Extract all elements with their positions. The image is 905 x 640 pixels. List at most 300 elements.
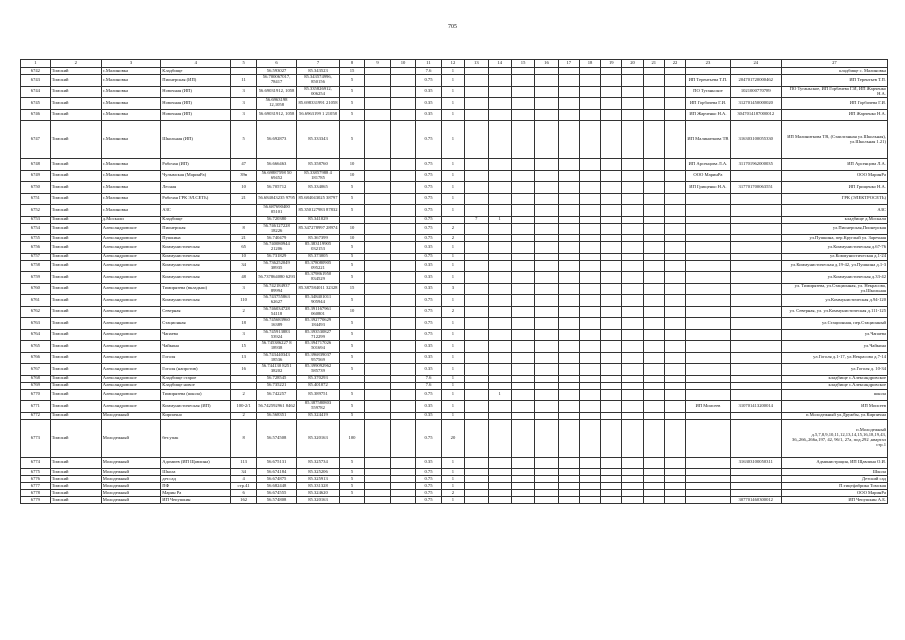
- cell-empty: [664, 68, 685, 75]
- cell-row-num: 6758: [21, 260, 51, 272]
- cell-area: 5: [339, 295, 365, 307]
- cell-lat: 56.692873: [256, 121, 296, 159]
- cell-c13: [465, 318, 488, 330]
- cell-empty: [622, 497, 643, 504]
- cell-area: [339, 216, 365, 223]
- cell-empty: [643, 341, 664, 353]
- column-header: 15: [511, 60, 534, 68]
- cell-empty: [558, 295, 579, 307]
- cell-district: Томский: [50, 121, 101, 159]
- cell-district: Томский: [50, 170, 101, 182]
- cell-address: кладбище с.Александровское: [781, 375, 887, 382]
- cell-empty: [622, 490, 643, 497]
- cell-c10: [390, 235, 416, 242]
- cell-inn: [730, 382, 781, 389]
- cell-area: 5: [339, 364, 365, 376]
- cell-house: 5: [231, 121, 257, 159]
- cell-empty: [535, 121, 558, 159]
- cell-empty: [643, 476, 664, 483]
- cell-inn: [730, 329, 781, 341]
- cell-empty: [558, 205, 579, 217]
- cell-c14: [488, 469, 511, 476]
- cell-empty: [664, 253, 685, 260]
- cell-district: Томский: [50, 389, 101, 401]
- cell-settlement: Молодежный: [101, 476, 161, 483]
- cell-house: 48: [231, 272, 257, 284]
- cell-empty: [622, 375, 643, 382]
- cell-settlement: с.Малиновка: [101, 121, 161, 159]
- cell-c10: [390, 295, 416, 307]
- cell-empty: [601, 382, 622, 389]
- cell-house: 21: [231, 235, 257, 242]
- cell-empty: [535, 306, 558, 318]
- cell-empty: [643, 109, 664, 121]
- cell-inn: 1021000770789: [730, 86, 781, 98]
- cell-settlement: д.Москали: [101, 216, 161, 223]
- cell-area: 5: [339, 205, 365, 217]
- cell-owner-name: [686, 412, 731, 419]
- cell-owner-name: [686, 476, 731, 483]
- cell-c13: [465, 109, 488, 121]
- cell-empty: [622, 121, 643, 159]
- cell-row-num: 6778: [21, 490, 51, 497]
- cell-empty: [601, 253, 622, 260]
- cell-house: [231, 375, 257, 382]
- cell-house: 110: [231, 295, 257, 307]
- cell-c12: 1: [441, 497, 464, 504]
- cell-address: ИП Моисеев: [781, 401, 887, 413]
- cell-area: 10: [339, 170, 365, 182]
- cell-empty: [601, 412, 622, 419]
- cell-lat: 56.69031912, 1058: [256, 109, 296, 121]
- cell-lat: 56.666463: [256, 159, 296, 171]
- cell-lat: 56.705712: [256, 182, 296, 194]
- cell-district: Томский: [50, 260, 101, 272]
- table-row: [21, 419, 888, 457]
- cell-c14: [488, 205, 511, 217]
- column-header: 7: [297, 60, 340, 68]
- cell-district: Томский: [50, 68, 101, 75]
- cell-empty: [535, 364, 558, 376]
- cell-empty: [643, 170, 664, 182]
- cell-c11: 0.75: [416, 223, 442, 235]
- cell-row-num: 6760: [21, 283, 51, 295]
- cell-c11: 0.75: [416, 182, 442, 194]
- cell-owner-name: ИП Горбачева Г.И.: [686, 98, 731, 110]
- cell-settlement: Александровское: [101, 272, 161, 284]
- cell-c13: [465, 352, 488, 364]
- cell-c14: [488, 68, 511, 75]
- cell-house: 13: [231, 352, 257, 364]
- cell-empty: [664, 182, 685, 194]
- cell-cover: [365, 223, 391, 235]
- cell-c14: [488, 272, 511, 284]
- cell-cover: [365, 86, 391, 98]
- cell-c14: [488, 497, 511, 504]
- cell-empty: [643, 182, 664, 194]
- cell-c12: 1: [441, 295, 464, 307]
- cell-cover: [365, 352, 391, 364]
- cell-address: ИП Терентьев Т.П.: [781, 75, 887, 87]
- cell-empty: [558, 490, 579, 497]
- cell-owner-name: [686, 497, 731, 504]
- cell-c14: [488, 235, 511, 242]
- cell-lon: 85.348401011 905944: [297, 295, 340, 307]
- cell-row-num: 6742: [21, 68, 51, 75]
- cell-c12: 1: [441, 75, 464, 87]
- cell-owner-name: ИП Жарченко Н.А.: [686, 109, 731, 121]
- cell-empty: [579, 318, 600, 330]
- cell-empty: [511, 253, 534, 260]
- cell-cover: [365, 272, 391, 284]
- cell-lon: 85.324620: [297, 490, 340, 497]
- cell-area: 5: [339, 389, 365, 401]
- cell-lon: 85.334065: [297, 182, 340, 194]
- cell-inn: [730, 68, 781, 75]
- cell-row-num: 6763: [21, 318, 51, 330]
- cell-inn: 311701962000035: [730, 159, 781, 171]
- cell-empty: [558, 86, 579, 98]
- cell-empty: [622, 318, 643, 330]
- cell-empty: [664, 272, 685, 284]
- cell-district: Томский: [50, 306, 101, 318]
- cell-inn: [730, 306, 781, 318]
- cell-empty: [558, 318, 579, 330]
- cell-area: 5: [339, 242, 365, 254]
- cell-empty: [601, 242, 622, 254]
- cell-empty: [622, 253, 643, 260]
- cell-cover: [365, 121, 391, 159]
- cell-lon: 85.325734: [297, 457, 340, 469]
- cell-empty: [601, 476, 622, 483]
- cell-empty: [622, 341, 643, 353]
- cell-empty: [601, 121, 622, 159]
- cell-c12: 2: [441, 235, 464, 242]
- cell-c11: 0.75: [416, 193, 442, 205]
- cell-address: ул.Коммунистическая д.1-24: [781, 253, 887, 260]
- table-row: [21, 329, 888, 341]
- cell-empty: [579, 182, 600, 194]
- cell-empty: [558, 382, 579, 389]
- cell-lat: 56.728545: [256, 375, 296, 382]
- cell-district: Томский: [50, 159, 101, 171]
- cell-area: [339, 375, 365, 382]
- cell-c12: 1: [441, 329, 464, 341]
- cell-house: 2: [231, 306, 257, 318]
- cell-empty: [643, 68, 664, 75]
- cell-lon: 85.387580803 559782: [297, 401, 340, 413]
- column-header: 1: [21, 60, 51, 68]
- cell-district: Томский: [50, 469, 101, 476]
- cell-empty: [579, 375, 600, 382]
- cell-owner-name: [686, 295, 731, 307]
- cell-c11: 0.35: [416, 98, 442, 110]
- cell-c10: [390, 205, 416, 217]
- cell-district: Томский: [50, 193, 101, 205]
- cell-c14: 1: [488, 216, 511, 223]
- cell-empty: [643, 159, 664, 171]
- cell-address: ИП Арсенцова Л.А.: [781, 159, 887, 171]
- cell-empty: [622, 109, 643, 121]
- cell-empty: [535, 457, 558, 469]
- cell-empty: [622, 419, 643, 457]
- cell-empty: [558, 68, 579, 75]
- cell-inn: 310701413200014: [730, 401, 781, 413]
- cell-address: кладбище с.Александровское: [781, 382, 887, 389]
- cell-c11: 0.75: [416, 318, 442, 330]
- cell-c13: [465, 306, 488, 318]
- cell-address: П.тицефабрика Томская: [781, 483, 887, 490]
- cell-empty: [601, 490, 622, 497]
- cell-house: 4: [231, 476, 257, 483]
- cell-empty: [535, 483, 558, 490]
- cell-c10: [390, 497, 416, 504]
- cell-empty: [664, 216, 685, 223]
- cell-empty: [511, 260, 534, 272]
- cell-address: ул. Северная, ул. ул.Коммунистическая д.111-125: [781, 306, 887, 318]
- cell-empty: [643, 283, 664, 295]
- cell-empty: [601, 86, 622, 98]
- cell-settlement: Александровское: [101, 389, 161, 401]
- cell-empty: [535, 216, 558, 223]
- cell-c12: 1: [441, 272, 464, 284]
- cell-house: [231, 382, 257, 389]
- table-row: [21, 295, 888, 307]
- cell-empty: [664, 375, 685, 382]
- cell-address: АЗС: [781, 205, 887, 217]
- cell-row-num: 6773: [21, 419, 51, 457]
- cell-owner-name: [686, 260, 731, 272]
- cell-lon: 56.6963199 1 21058: [297, 109, 340, 121]
- cell-empty: [664, 86, 685, 98]
- cell-empty: [601, 182, 622, 194]
- cell-street: Кладбище новое: [161, 382, 231, 389]
- cell-area: 5: [339, 260, 365, 272]
- cell-owner-name: [686, 205, 731, 217]
- cell-inn: [730, 318, 781, 330]
- cell-empty: [664, 205, 685, 217]
- cell-lat: 56.744130 8251 38202: [256, 364, 296, 376]
- cell-empty: [511, 419, 534, 457]
- cell-c11: 0.35: [416, 86, 442, 98]
- cell-area: 5: [339, 253, 365, 260]
- cell-empty: [535, 401, 558, 413]
- cell-empty: [622, 364, 643, 376]
- cell-empty: [601, 469, 622, 476]
- cell-c13: [465, 205, 488, 217]
- cell-c12: 1: [441, 260, 464, 272]
- cell-c10: [390, 260, 416, 272]
- cell-settlement: Александровское: [101, 242, 161, 254]
- cell-c12: 1: [441, 469, 464, 476]
- cell-c12: 2: [441, 306, 464, 318]
- cell-empty: [579, 401, 600, 413]
- cell-empty: [579, 205, 600, 217]
- cell-c11: 0.75: [416, 329, 442, 341]
- cell-owner-name: [686, 419, 731, 457]
- cell-empty: [579, 364, 600, 376]
- cell-c10: [390, 412, 416, 419]
- column-header: 4: [161, 60, 231, 68]
- cell-row-num: 6766: [21, 352, 51, 364]
- cell-row-num: 6747: [21, 121, 51, 159]
- cell-district: Томский: [50, 419, 101, 457]
- cell-owner-name: ИП Малиниткова ТВ: [686, 121, 731, 159]
- cell-street: Кладбище старое: [161, 375, 231, 382]
- cell-c13: [465, 341, 488, 353]
- cell-address: ГРК (ЭЛЕКТРОСЕТЬ): [781, 193, 887, 205]
- cell-house: 2: [231, 412, 257, 419]
- cell-address: ООО МаринРа: [781, 170, 887, 182]
- cell-house: 3: [231, 86, 257, 98]
- cell-c12: 1: [441, 182, 464, 194]
- cell-row-num: 6743: [21, 75, 51, 87]
- cell-district: Томский: [50, 401, 101, 413]
- column-header: 17: [558, 60, 579, 68]
- cell-owner-name: ИП Моисеев: [686, 401, 731, 413]
- cell-c10: [390, 329, 416, 341]
- cell-house: 2: [231, 389, 257, 401]
- cell-empty: [622, 389, 643, 401]
- cell-empty: [622, 283, 643, 295]
- cell-empty: [622, 272, 643, 284]
- cell-c11: 0.75: [416, 75, 442, 87]
- cell-empty: [643, 235, 664, 242]
- cell-c13: [465, 419, 488, 457]
- cell-settlement: с.Малиновка: [101, 98, 161, 110]
- cell-settlement: с.Малиновка: [101, 75, 161, 87]
- cell-empty: [579, 469, 600, 476]
- cell-district: Томский: [50, 283, 101, 295]
- cell-owner-name: [686, 283, 731, 295]
- cell-c10: [390, 253, 416, 260]
- cell-empty: [579, 483, 600, 490]
- cell-c13: [465, 75, 488, 87]
- cell-empty: [601, 193, 622, 205]
- cell-district: Томский: [50, 382, 101, 389]
- cell-empty: [511, 86, 534, 98]
- cell-c14: [488, 412, 511, 419]
- cell-c11: 0.75: [416, 419, 442, 457]
- cell-area: 5: [339, 352, 365, 364]
- cell-address: ИП Грищенко Н.А.: [781, 182, 887, 194]
- cell-c10: [390, 476, 416, 483]
- table-row: [21, 364, 888, 376]
- table-row: [21, 242, 888, 254]
- cell-empty: [643, 375, 664, 382]
- cell-street: Коммунистическая (ИП): [161, 401, 231, 413]
- cell-cover: [365, 235, 391, 242]
- cell-address: школа: [781, 389, 887, 401]
- cell-inn: [730, 476, 781, 483]
- cell-empty: [643, 193, 664, 205]
- cell-settlement: Александровское: [101, 235, 161, 242]
- cell-settlement: Александровское: [101, 375, 161, 382]
- cell-lon: 85.684043025 38797: [297, 193, 340, 205]
- cell-area: 5: [339, 75, 365, 87]
- cell-address: ИП Малиниткова ТВ, (Сзаилганная ул.Школьная), ул.Школьная 1.21): [781, 121, 887, 159]
- column-header: 8: [339, 60, 365, 68]
- cell-district: Томский: [50, 329, 101, 341]
- cell-empty: [643, 223, 664, 235]
- cell-lat: 56.742184937 89994: [256, 283, 296, 295]
- cell-empty: [579, 121, 600, 159]
- cell-c14: [488, 382, 511, 389]
- cell-empty: [601, 68, 622, 75]
- cell-cover: [365, 193, 391, 205]
- cell-empty: [622, 329, 643, 341]
- cell-empty: [664, 364, 685, 376]
- cell-empty: [558, 121, 579, 159]
- cell-empty: [511, 375, 534, 382]
- cell-address: ул.Коммунистическая д.67-76: [781, 242, 887, 254]
- cell-row-num: 6775: [21, 469, 51, 476]
- cell-empty: [558, 75, 579, 87]
- column-header: 16: [535, 60, 558, 68]
- cell-area: 10: [339, 235, 365, 242]
- cell-street: Кирпично: [161, 412, 231, 419]
- cell-district: Томский: [50, 272, 101, 284]
- table-row: [21, 86, 888, 98]
- cell-empty: [579, 170, 600, 182]
- cell-empty: [579, 68, 600, 75]
- cell-area: 5: [339, 182, 365, 194]
- cell-empty: [535, 86, 558, 98]
- cell-cover: [365, 419, 391, 457]
- cell-lon: 85.325913: [297, 476, 340, 483]
- cell-empty: [535, 159, 558, 171]
- cell-c13: [465, 121, 488, 159]
- cell-owner-name: [686, 306, 731, 318]
- cell-inn: [730, 295, 781, 307]
- cell-empty: [511, 159, 534, 171]
- cell-address: ул.Гоголя д. 10-34: [781, 364, 887, 376]
- column-header: 21: [643, 60, 664, 68]
- cell-empty: [535, 389, 558, 401]
- cell-empty: [622, 98, 643, 110]
- cell-c10: [390, 483, 416, 490]
- cell-empty: [535, 497, 558, 504]
- cell-street: Пионерская (ИП): [161, 75, 231, 87]
- cell-lat: 56.674875: [256, 476, 296, 483]
- cell-row-num: 6753: [21, 216, 51, 223]
- cell-c13: [465, 490, 488, 497]
- cell-house: 47: [231, 159, 257, 171]
- cell-c10: [390, 401, 416, 413]
- cell-address: ИП Горбачева Г.И.: [781, 98, 887, 110]
- cell-empty: [601, 306, 622, 318]
- cell-empty: [643, 272, 664, 284]
- cell-empty: [601, 170, 622, 182]
- cell-empty: [535, 382, 558, 389]
- cell-owner-name: [686, 68, 731, 75]
- cell-empty: [664, 235, 685, 242]
- cell-c14: [488, 295, 511, 307]
- cell-inn: 317701700063551: [730, 182, 781, 194]
- cell-empty: [664, 121, 685, 159]
- cell-c14: [488, 401, 511, 413]
- cell-c11: 0.75: [416, 253, 442, 260]
- cell-address: п.Молодежный д.5,7,8,9,10,11,12,13,14,15,16,18,19,43, 36,,266,,266а,197, 42, 96/1, 27а, под.292 ,квартал стр.1: [781, 419, 887, 457]
- cell-c12: [441, 216, 464, 223]
- cell-c14: [488, 375, 511, 382]
- cell-district: Томский: [50, 205, 101, 217]
- cell-c10: [390, 364, 416, 376]
- cell-inn: [730, 223, 781, 235]
- cell-c10: [390, 306, 416, 318]
- cell-empty: [579, 295, 600, 307]
- cell-district: Томский: [50, 295, 101, 307]
